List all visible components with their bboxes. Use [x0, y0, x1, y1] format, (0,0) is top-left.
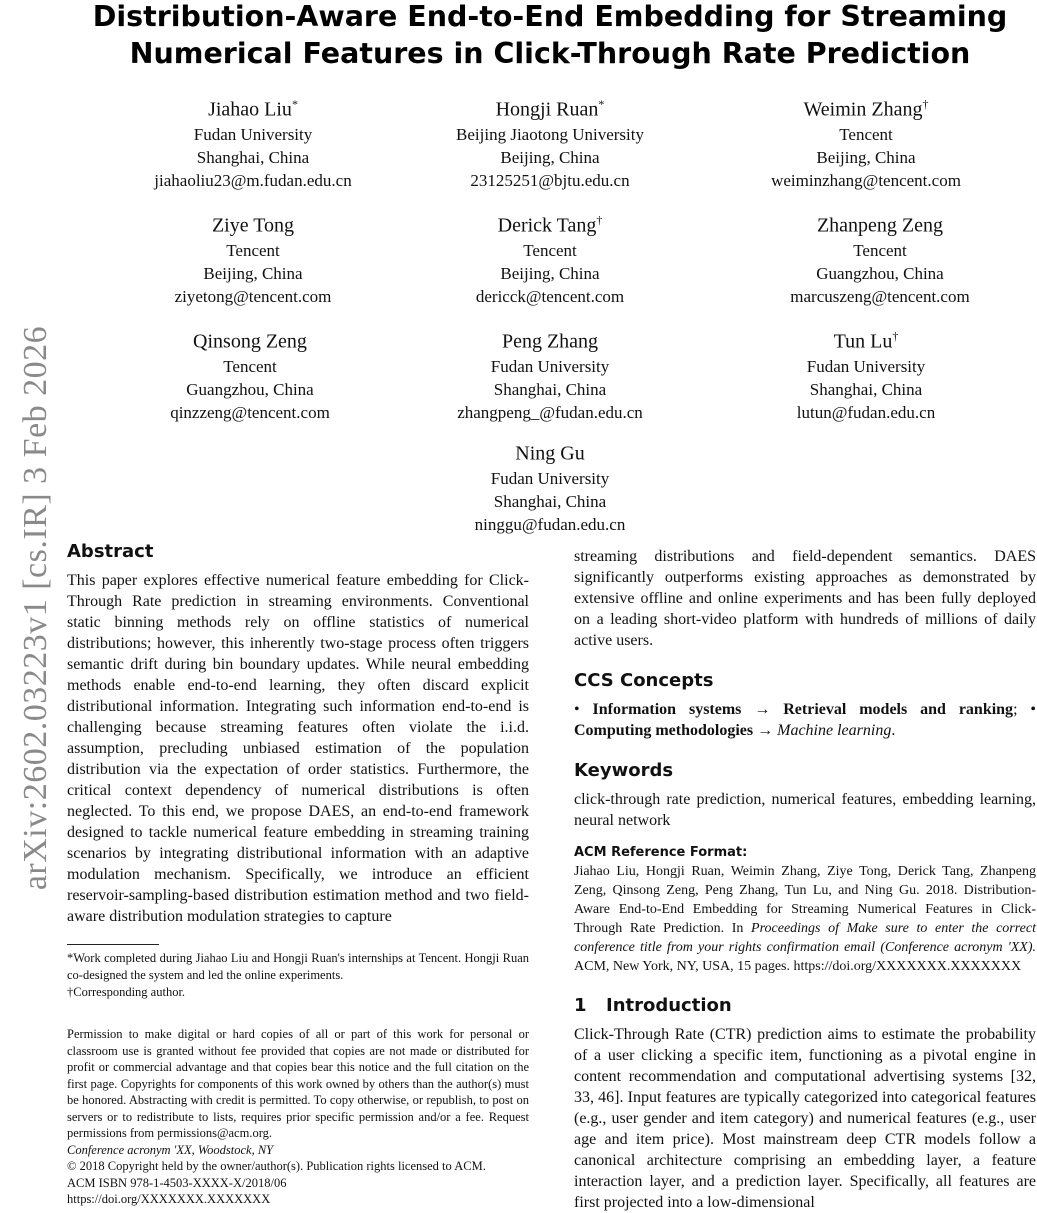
ccs-concept-1: Information systems — [592, 701, 742, 718]
author-affiliation: Fudan University — [806, 356, 926, 376]
author-block — [390, 324, 710, 424]
abstract-text-continued: streaming distributions and field-dependent semantics. DAES significantly outperforms existing approaches as demonstrated by extensive offline and online experiments and has been fully deployed on a leading short-video platform with hundreds of millions of daily active users. — [574, 548, 1036, 649]
arxiv-stamp: arXiv:2602.03223v1 [cs.IR] 3 Feb 2026 — [17, 325, 54, 891]
acm-reference-text-a: Jiahao Liu, Hongji Ruan, Weimin Zhang, Ziye Tong, Derick Tang, Zhanpeng Zeng, Qinsong Zeng, Peng Zhang, Tun Lu, and Ning Gu. 2018. Distribution-Aware End-to-End Embedding for Streaming Numerical Features in Click-Through Rate Prediction. In — [574, 864, 1036, 936]
doi-line[interactable]: https://doi.org/XXXXXXX.XXXXXXX — [67, 1192, 271, 1206]
abstract-heading: Abstract — [67, 541, 154, 562]
author-location: Beijing, China — [500, 147, 600, 167]
author-email: jiahaoliu23@m.fudan.edu.cn — [154, 170, 352, 190]
author-affiliation: Beijing Jiaotong University — [456, 124, 644, 144]
right-column — [574, 546, 1036, 1213]
permission-text: Permission to make digital or hard copies of all or part of this work for personal or classroom use is granted without fee provided that copies are not made or distributed for profit or commercial advantage and that copies bear this notice and the full citation on the first page. Copyrights for components of this work owned by others than the author(s) must be honored. Abstracting with credit is permitted. To copy otherwise, or republish, to post on servers or to redistribute to lists, requires prior specific permission and/or a fee. Request permissions from permissions@acm.org. — [67, 1027, 529, 1140]
author-block — [720, 208, 1037, 308]
author-name: Weimin Zhang — [803, 98, 923, 121]
author-mark: * — [598, 97, 605, 111]
acm-reference-venue: Proceedings of Make sure to enter the correct conference title from your rights confirmation email (Conference acronym 'XX). — [574, 921, 1037, 955]
author-email: qinzzeng@tencent.com — [170, 402, 330, 422]
conference-line — [67, 1142, 529, 1159]
author-mark: † — [596, 213, 603, 227]
acm-reference — [574, 843, 1036, 976]
ccs-concept-2-sub: Machine learning — [777, 722, 892, 739]
author-email: lutun@fudan.edu.cn — [796, 402, 936, 422]
author-email: ninggu@fudan.edu.cn — [474, 514, 626, 534]
author-block — [390, 208, 710, 308]
author-block — [706, 92, 1026, 192]
intro-title: Introduction — [606, 995, 732, 1016]
author-email: zhangpeng_@fudan.edu.cn — [457, 402, 643, 422]
intro-heading — [574, 994, 1036, 1018]
ccs-concept-2: Computing methodologies — [574, 722, 754, 739]
author-affiliation: Tencent — [223, 356, 277, 376]
author-block — [90, 324, 410, 424]
isbn-line: ACM ISBN 978-1-4503-XXXX-X/2018/06 — [67, 1175, 287, 1190]
author-mark: † — [892, 329, 899, 343]
author-affiliation: Tencent — [523, 240, 577, 260]
author-block — [93, 208, 413, 308]
keywords-text: click-through rate prediction, numerical features, embedding learning, neural network — [574, 791, 1036, 829]
copyright-line: © 2018 Copyright held by the owner/author(s). Publication rights licensed to ACM. — [67, 1159, 486, 1173]
author-affiliation: Tencent — [853, 240, 907, 260]
author-name: Derick Tang — [497, 214, 597, 237]
footnote-work: *Work completed during Jiahao Liu and Hongji Ruan's internships at Tencent. Hongji Ruan co-designed the system and led the online experiments. — [67, 951, 529, 982]
title-line-2: Numerical Features in Click-Through Rate Prediction — [129, 37, 971, 70]
author-block — [390, 92, 710, 192]
footnote-divider — [67, 944, 159, 945]
author-name: Zhanpeng Zeng — [816, 214, 944, 237]
author-name: Tun Lu — [833, 330, 893, 353]
author-email: weiminzhang@tencent.com — [771, 170, 961, 190]
abstract-text: This paper explores effective numerical feature embedding for Click-Through Rate prediction in streaming environments. Conventional static binning methods rely on offline statistics of numerical distributions; however, this inherently two-stage process often triggers semantic drift during bin boundary updates. While neural embedding methods enable end-to-end learning, they often discard explicit distributional information. Integrating such information end-to-end is challenging because streaming features often violate the i.i.d. assumption, precluding unbiased estimation of the population distribution via the expectation of order statistics. Furthermore, the critical context dependency of numerical distributions is often neglected. To this end, we propose DAES, an end-to-end framework designed to tackle numerical feature embedding in streaming training scenarios by integrating distributional information with an adaptive modulation mechanism. Specifically, we introduce an efficient reservoir-sampling-based distribution estimation method and two field-aware distribution modulation strategies to capture — [67, 572, 529, 925]
author-name: Qinsong Zeng — [193, 330, 307, 353]
ccs-heading: CCS Concepts — [574, 670, 714, 691]
author-email: ziyetong@tencent.com — [174, 286, 332, 306]
intro-number: 1 — [574, 995, 587, 1016]
author-block — [706, 324, 1026, 424]
author-name: Ning Gu — [515, 442, 585, 465]
author-block — [390, 436, 710, 536]
author-affiliation: Fudan University — [490, 356, 610, 376]
author-location: Shanghai, China — [809, 379, 923, 399]
footnote-corresponding: †Corresponding author. — [67, 985, 186, 999]
title-line-1: Distribution-Aware End-to-End Embedding for Streaming — [92, 0, 1008, 33]
acm-reference-text-b: ACM, New York, NY, USA, 15 pages. https://doi.org/XXXXXXX.XXXXXXX — [574, 959, 1022, 974]
author-mark: † — [922, 97, 929, 111]
acm-reference-heading: ACM Reference Format: — [574, 845, 748, 860]
author-name: Peng Zhang — [501, 330, 599, 353]
author-location: Beijing, China — [203, 263, 303, 283]
author-location: Shanghai, China — [493, 491, 607, 511]
keywords-heading: Keywords — [574, 760, 674, 781]
author-location: Shanghai, China — [493, 379, 607, 399]
author-block — [93, 92, 413, 192]
permission-block — [67, 1026, 529, 1208]
ccs-concept-1-sub: Retrieval models and ranking — [783, 701, 1014, 718]
left-column — [67, 540, 529, 927]
author-affiliation: Fudan University — [193, 124, 313, 144]
author-location: Guangzhou, China — [186, 379, 314, 399]
author-name: Ziye Tong — [211, 214, 295, 237]
author-email: 23125251@bjtu.edu.cn — [470, 170, 630, 190]
author-location: Guangzhou, China — [816, 263, 944, 283]
footnotes — [67, 950, 529, 1001]
author-affiliation: Tencent — [839, 124, 893, 144]
author-name: Jiahao Liu — [208, 98, 292, 121]
ccs-concepts: • Information systems → Retrieval models and ranking; • Computing methodologies → Machine learning. — [574, 701, 1037, 739]
author-affiliation: Tencent — [226, 240, 280, 260]
author-email: dericck@tencent.com — [475, 286, 625, 306]
conference-text: Conference acronym 'XX, Woodstock, NY — [67, 1142, 274, 1157]
author-location: Beijing, China — [816, 147, 916, 167]
intro-text: Click-Through Rate (CTR) prediction aims to estimate the probability of a user clicking a specific item, functioning as a pivotal engine in content recommendation and computational advertising systems [32, 33, 46]. Input features are typically categorized into categorical features (e.g., user gender and item category) and numerical features (e.g., user age and item price). Most mainstream deep CTR models follow a canonical architecture comprising an embedding layer, a feature interaction layer, and a prediction layer. Specifically, all features are first projected into a low-dimensional — [574, 1026, 1036, 1211]
author-location: Beijing, China — [500, 263, 600, 283]
author-location: Shanghai, China — [196, 147, 310, 167]
author-email: marcuszeng@tencent.com — [790, 286, 970, 306]
author-mark: * — [291, 97, 298, 111]
author-name: Hongji Ruan — [495, 98, 599, 121]
paper-title — [50, 0, 1037, 72]
author-affiliation: Fudan University — [490, 468, 610, 488]
